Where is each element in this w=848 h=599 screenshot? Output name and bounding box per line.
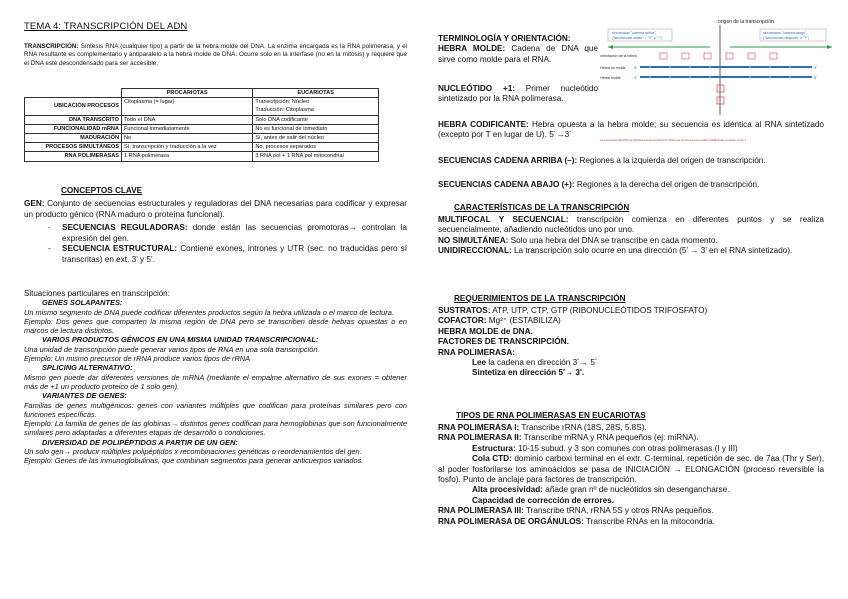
char-label: UNIDIRECCIONAL: <box>438 246 512 256</box>
table-cell: No es funcional de inmediato <box>253 124 379 133</box>
requirement-item <box>438 306 824 316</box>
requirement-subitem <box>438 368 824 378</box>
char-label: NO SIMULTÁNEA: <box>438 235 509 245</box>
situation-title: SPLICING ALTERNATIVO: <box>42 363 133 373</box>
characteristic-item <box>438 215 824 236</box>
table-cell: Sí, transcripción y traducción a la vez <box>122 143 253 152</box>
strand-end-3: 3ʹ <box>634 75 637 80</box>
table-cell: No, procesos separados <box>253 143 379 152</box>
mark-box <box>748 53 755 59</box>
pol-text: añade gran nº de nucleótidos sin desengancharse. <box>542 485 730 495</box>
requirement-item: FACTORES DE TRANSCRIPCIÓN. <box>438 337 569 347</box>
strand-end-5: 5ʹ <box>814 75 817 80</box>
table-row <box>25 143 379 152</box>
polymerase-item <box>438 423 824 433</box>
table-row <box>25 152 379 161</box>
requirement-item: RNA POLIMERASA: <box>438 347 516 357</box>
row-label-template: Hebra molde <box>600 76 621 80</box>
mark-box <box>682 53 689 59</box>
pol-label: Estructura: <box>472 443 516 453</box>
term-text: Primer nucleótido sintetizado por la RNA polimerasa. <box>438 84 598 104</box>
requirement-item: HEBRA MOLDE de DNA. <box>438 326 533 336</box>
req-text: ATP, UTP, CTP, GTP (RIBONUCLEÓTIDOS TRIFOSFATO) <box>490 306 708 315</box>
requirement-item <box>438 316 824 326</box>
hebra-molde-def <box>438 44 598 65</box>
table-row <box>25 133 379 142</box>
mark-box <box>770 53 777 59</box>
req-text: la cadena en dirección 3´→ 5´ <box>486 358 598 368</box>
origin-marker-box <box>717 85 724 92</box>
pol-label: RNA POLIMERASA II: <box>438 433 522 443</box>
req-label: COFACTOR: <box>438 316 487 326</box>
term-text: Hebra opuesta a la hebra molde; su secuencia es idéntica al RNA sintetizado (excepto por T en lugar de U). 5´→3´ <box>438 120 824 140</box>
term-label: SECUENCIAS CADENA ABAJO (+): <box>438 180 575 189</box>
pol-label: RNA POLIMERASA I: <box>438 423 520 432</box>
term-text: Regiones a la derecha del origen de transcripción. <box>574 180 760 189</box>
characteristics-title: CARACTERÍSTICAS DE LA TRANSCRIPCIÓN <box>454 203 630 212</box>
row-label-nontemplate: Hebra no molde <box>600 66 626 70</box>
strand-end-5: 5ʹ <box>634 65 637 70</box>
polymerase-item <box>438 506 824 516</box>
requirements-block <box>438 306 824 379</box>
term-text: Cadena de DNA que sirve como molde para el RNA. <box>438 44 599 64</box>
terminology-block <box>438 34 598 65</box>
table-row <box>25 124 379 133</box>
table-row-label: DNA TRANSCRITO <box>25 115 122 124</box>
situations-block <box>24 289 407 466</box>
table-header-row <box>25 89 379 98</box>
transcription-definition <box>24 43 407 68</box>
characteristic-item <box>438 246 824 256</box>
origin-marker-box <box>717 97 724 104</box>
characteristic-item <box>438 236 824 246</box>
situation-text: Mismo gen puede dar diferentes versiones de mRNA (mediante el empalme alternativo de sus exones = obtener más de +1 un producto proteico de 1 solo gen). <box>24 372 407 391</box>
term-label: HEBRA MOLDE: <box>438 44 506 54</box>
table-row-label: FUNCIONALIDAD mRNA <box>25 124 122 133</box>
char-text: Solo una hebra del DNA se transcribe en cada momento. <box>508 235 718 245</box>
orientation-boxes <box>660 53 777 59</box>
situation-example: Ejemplo: Un mismo precursor de rRNA produce varios tipos de rRNA <box>24 354 251 364</box>
upstream-label-2: ("secuencias antes" = "5ʹ" y "-") <box>612 36 662 40</box>
table-cell: Citoplasma (= lugar) <box>122 98 253 115</box>
transcription-origin-diagram <box>600 17 840 149</box>
downstream-arrowhead <box>827 45 832 49</box>
term-text: Regiones a la izquierda del origen de transcripción. <box>577 156 766 165</box>
req-label: Sintetiza <box>472 368 506 378</box>
table-cell: No <box>122 133 253 142</box>
table-cell: Solo DNA codificante <box>253 115 379 124</box>
nucleotido-def <box>438 84 598 105</box>
row-label-orientation: orientación de la hebra <box>600 54 637 58</box>
pol-text: Transcribe mRNA y RNA pequeños (ej: miRNA). <box>521 433 699 443</box>
req-label: SUSTRATOS: <box>438 306 491 315</box>
polymerase-subitem <box>438 444 824 454</box>
page-title: TEMA 4: TRANSCRIPCIÓN DEL ADN <box>24 21 188 32</box>
situation-title: VARIANTES DE GENES: <box>42 391 127 401</box>
gen-definition <box>24 199 407 220</box>
table-header-prokaryotes: PROCARIOTAS <box>122 89 253 98</box>
situation-text: Un solo gen→ producir múltiples polipéptidos x recombinaciones genéticas o reordenamientos del gen. <box>24 447 362 457</box>
term-label: HEBRA CODIFICANTE: <box>438 120 529 129</box>
upstream-label-1: secuencias "cadena arriba" <box>612 31 656 35</box>
req-label: Lee <box>472 358 487 368</box>
bullet-label: SECUENCIAS REGULADORAS: <box>62 223 188 232</box>
table-row-label: RNA POLIMERASAS <box>25 152 122 161</box>
table-row <box>25 115 379 124</box>
origin-label: origen de la transcripción <box>718 19 774 25</box>
pol-text: Transcribe RNAs en la mitocondria. <box>583 516 715 526</box>
mark-box <box>660 53 667 59</box>
polymerase-item <box>438 433 824 443</box>
table-header-eukaryotes: EUCARIOTAS <box>253 89 379 98</box>
char-text: La transcripción solo ocurre en una dirección (5’ → 3’ en el RNA sintetizado). <box>511 246 793 256</box>
situation-example: Ejemplo: Genes de las inmunoglobulinas, que combinan segmentos para generar anticuerpos variados. <box>24 456 364 466</box>
transcription-text: Síntesis RNA (cualquier tipo) a partir de la hebra molde del DNA. La enzima encargada es la RNA polimerasa, y el RNA resultante es complementario y antiparalelo a la hebra molde de DNA. Ocurre solo en la interfase (no en la mitosis) y requiere que el DNA esté descondensado para ser accesible. <box>24 43 407 67</box>
bullet-label: SECUENCIA ESTRUCTURAL: <box>62 244 178 254</box>
table-cell: Traducción: Citoplasma <box>253 106 379 115</box>
situation-title: GENES SOLAPANTES: <box>42 298 123 308</box>
list-item <box>48 244 407 265</box>
comparison-table <box>24 88 379 162</box>
polymerase-subitem <box>438 454 824 485</box>
diagram-svg <box>600 17 840 149</box>
upstream-def <box>438 156 824 166</box>
transcription-label: TRANSCRIPCIÓN: <box>24 43 79 50</box>
polymerase-subitem: Capacidad de corrección de errores. <box>472 495 614 505</box>
downstream-label-2: ("secuencias después" o "+") <box>763 36 810 40</box>
bullet-text: Contiene exones, intrones y UTR (sec. no traducidas pero sí transcritas) en ext. 3’ y 5’. <box>62 244 407 264</box>
downstream-def <box>438 180 824 190</box>
term-label: SECUENCIAS CADENA ARRIBA (–): <box>438 156 578 165</box>
table-cell: Todo el DNA <box>122 115 253 124</box>
diagram-footnote: La secuencia del RNA es idéntica a la de la hebra de DNA que no sirve como molde (codificante), excepto U por T <box>600 138 747 142</box>
mark-box <box>704 53 711 59</box>
gen-label: GEN: <box>24 199 45 208</box>
situation-text: Un mismo segmento de DNA puede codificar diferentes productos según la hebra utilizada o el marco de lectura. <box>24 307 394 317</box>
situation-example: Ejemplo: La familia de genes de las globinas→ distintos genes codifican para hemoglobinas que son funcionalmente similares pero adaptadas a diferentes etapas de desarrollo o condiciones. <box>24 419 407 438</box>
char-text: transcripción comienza en diferentes puntos y se realiza secuencialmente, añadiendo nucleótidos uno por uno. <box>438 215 824 235</box>
table-header-blank <box>25 89 122 98</box>
mark-box <box>726 53 733 59</box>
pol-text: Transcribe rRNA (18S, 28S, 5.8S). <box>519 423 647 432</box>
downstream-label-1: secuencias "cadena abajo" <box>763 31 807 35</box>
pol-label: RNA POLIMERASA III: <box>438 506 524 516</box>
situation-title: VARIOS PRODUCTOS GÉNICOS EN UNA MISMA UNIDAD TRANSCRIPCIONAL: <box>42 335 319 345</box>
table-cell: Sí, antes de salir del núcleo <box>253 133 379 142</box>
list-item <box>48 223 407 244</box>
req-text: Mg²⁺ (ESTABILIZA) <box>486 316 561 326</box>
strand-end-3: 3ʹ <box>814 65 817 70</box>
table-row-label: PROCESOS SIMULTÁNEOS <box>25 143 122 152</box>
table-cell: 3 RNA pol + 1 RNA pol mitocondrial <box>253 152 379 161</box>
polymerases-block <box>438 423 824 527</box>
pol-label: RNA POLIMERASA DE ORGÁNULOS: <box>438 516 584 526</box>
situations-title: Situaciones particulares en transcripción: <box>24 289 170 298</box>
upstream-arrowhead <box>608 45 613 49</box>
situation-example: Ejemplo: Dos genes que comparten la misma región de DNA pero se transcriben desde hebras opuestas o en marcos de lectura distintos. <box>24 316 407 336</box>
characteristics-block <box>438 215 824 257</box>
situation-text: Una unidad de transcripción puede generar varios tipos de RNA en una sola transcripción. <box>24 344 320 354</box>
concepts-title: CONCEPTOS CLAVE <box>61 186 143 195</box>
pol-text: dominio carboxi terminal en el extr. C-terminal. repetición de sec. de 7aa (Thr y Ser), al poder fosforilarse los aminoácidos se pasa de INICIACIÓN → ELONGACIÓN (proceso reversible la fosfo). Punto de anclaje para factores de transcripción. <box>438 454 825 485</box>
table-cell: Funcional inmediatamente <box>122 124 253 133</box>
pol-label: Alta procesividad: <box>472 485 543 495</box>
pol-label: Cola CTD: <box>472 454 512 464</box>
polymerase-subitem <box>438 485 824 495</box>
table-row <box>25 98 379 107</box>
requirements-title: REQUERIMIENTOS DE LA TRANSCRIPCIÓN <box>454 294 626 303</box>
polymerases-title: TIPOS DE RNA POLIMERASAS EN EUCARIOTAS <box>456 411 646 420</box>
gen-text: Conjunto de secuencias estructurales y reguladoras del DNA necesarias para codificar y expresar un producto génico (RNA maduro o proteína funcional). <box>24 199 407 219</box>
table-row-label: UBICACIÓN PROCESOS <box>25 98 122 115</box>
table-row-label: MADURACIÓN <box>25 133 122 142</box>
terminology-title: TERMINOLOGÍA Y ORIENTACIÓN: <box>438 34 571 43</box>
table-cell: Transcripción: Núcleo <box>253 98 379 107</box>
gen-bullets <box>24 223 407 265</box>
situation-text: Familias de genes multigénicos: genes con variantes múltiples que codifican para proteínas similares pero con funciones específicas. <box>24 400 407 419</box>
situation-title: DIVERSIDAD DE POLIPÉPTIDOS A PARTIR DE UN GEN: <box>42 437 238 447</box>
req-text: en dirección 5'→ 3'. <box>505 368 585 378</box>
pol-text: Transcribe tRNA, rRNA 5S y otros RNAs pequeños. <box>523 506 714 516</box>
polymerase-item <box>438 517 824 527</box>
requirement-subitem <box>438 358 824 368</box>
term-label: NUCLEÓTIDO +1: <box>438 84 515 93</box>
bullet-text: donde están las secuencias promotoras→ controlan la expresión del gen. <box>62 223 407 243</box>
table-cell: 1 RNA polimerasa <box>122 152 253 161</box>
pol-text: 10-15 subud. y 3 son comunes con otras polimerasas (I y III) <box>515 443 738 453</box>
char-label: MULTIFOCAL Y SECUENCIAL: <box>438 215 569 224</box>
